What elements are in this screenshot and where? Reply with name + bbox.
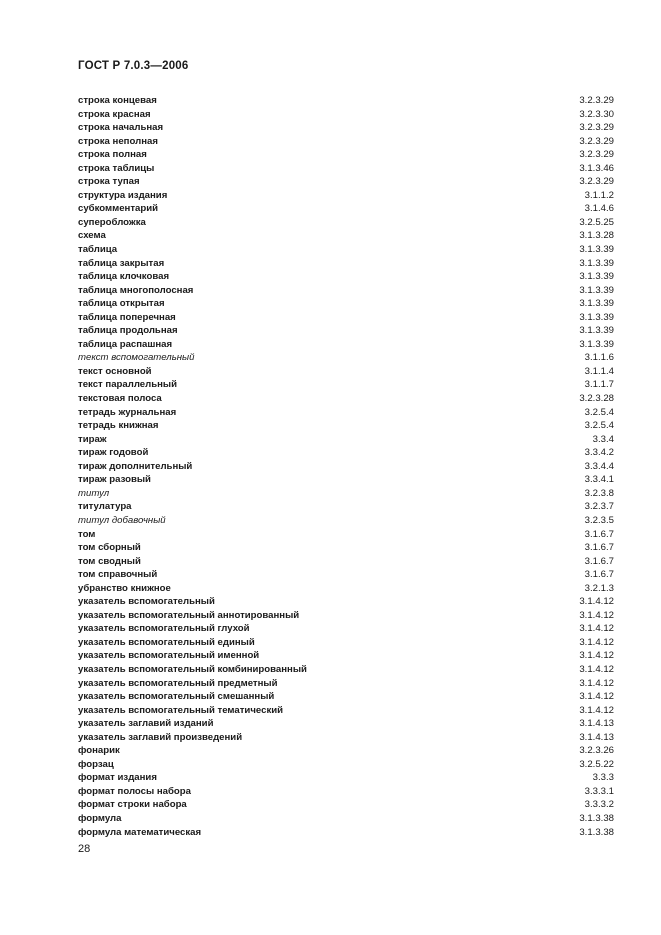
index-term: текстовая полоса <box>78 393 162 405</box>
index-reference: 3.3.4.1 <box>584 474 614 486</box>
term-index-list <box>78 94 614 839</box>
index-reference: 3.1.3.28 <box>579 230 614 242</box>
page-header: ГОСТ Р 7.0.3—2006 <box>78 60 189 72</box>
index-entry <box>78 351 614 365</box>
index-term: строка концевая <box>78 95 157 106</box>
index-entry <box>78 406 614 420</box>
index-term: форзац <box>78 758 114 770</box>
index-entry <box>78 378 614 392</box>
index-entry <box>78 324 614 338</box>
index-term: указатель вспомогательный аннотированный <box>78 609 300 621</box>
index-entry <box>78 622 614 636</box>
index-entry <box>78 94 614 108</box>
index-term: строка начальная <box>78 122 164 134</box>
index-entry <box>78 555 614 569</box>
index-entry <box>78 270 614 284</box>
index-entry <box>78 257 614 271</box>
index-reference: 3.2.3.5 <box>584 514 614 526</box>
index-reference: 3.1.3.38 <box>579 826 614 838</box>
page-number: 28 <box>78 843 91 855</box>
index-reference: 3.1.6.7 <box>584 555 614 567</box>
index-reference: 3.1.3.38 <box>579 812 614 824</box>
index-term: тираж разовый <box>78 474 151 486</box>
index-reference: 3.1.4.12 <box>579 704 614 716</box>
index-reference: 3.2.5.4 <box>584 420 614 432</box>
index-entry <box>78 175 614 189</box>
index-reference: 3.2.5.4 <box>584 406 614 418</box>
index-term: строка таблицы <box>78 162 155 174</box>
index-reference: 3.1.4.12 <box>579 691 614 703</box>
index-term: том сборный <box>78 542 141 554</box>
index-term: том справочный <box>78 569 158 581</box>
index-entry <box>78 758 614 772</box>
index-term: таблица распашная <box>78 338 173 350</box>
index-entry <box>78 189 614 203</box>
index-entry <box>78 541 614 555</box>
index-term: тираж дополнительный <box>78 460 193 472</box>
index-term: указатель вспомогательный <box>78 596 215 608</box>
index-term: текст параллельный <box>78 379 178 391</box>
index-term: титулатура <box>78 501 132 513</box>
index-reference: 3.1.4.6 <box>584 203 614 215</box>
index-entry <box>78 108 614 122</box>
index-entry <box>78 162 614 176</box>
index-term: структура издания <box>78 189 168 201</box>
index-entry <box>78 785 614 799</box>
index-reference: 3.1.4.13 <box>579 718 614 730</box>
index-term: титул <box>78 487 110 499</box>
index-entry <box>78 704 614 718</box>
index-reference: 3.1.4.12 <box>579 636 614 648</box>
index-term: таблица многополосная <box>78 284 194 296</box>
index-entry <box>78 731 614 745</box>
index-term: таблица <box>78 244 118 256</box>
index-term: схема <box>78 230 106 242</box>
index-reference: 3.1.4.12 <box>579 650 614 662</box>
index-entry <box>78 473 614 487</box>
index-term: тираж годовой <box>78 447 149 459</box>
index-reference: 3.3.3 <box>592 772 614 784</box>
index-entry <box>78 284 614 298</box>
index-entry <box>78 690 614 704</box>
index-reference: 3.2.5.25 <box>579 216 614 228</box>
index-reference: 3.1.3.39 <box>579 244 614 256</box>
index-entry <box>78 419 614 433</box>
index-term: строка неполная <box>78 135 158 147</box>
index-reference: 3.1.3.46 <box>579 162 614 174</box>
index-reference: 3.3.3.1 <box>584 785 614 797</box>
index-term: указатель вспомогательный комбинированный <box>78 663 307 675</box>
index-reference: 3.1.3.39 <box>579 298 614 310</box>
index-term: формула математическая <box>78 826 202 838</box>
index-entry <box>78 568 614 582</box>
index-reference: 3.1.1.2 <box>584 189 614 201</box>
index-reference: 3.1.6.7 <box>584 569 614 581</box>
index-reference: 3.1.4.12 <box>579 663 614 675</box>
index-reference: 3.2.3.30 <box>579 108 614 120</box>
index-term: указатель заглавий изданий <box>78 718 214 730</box>
index-entry <box>78 744 614 758</box>
index-term: текст вспомогательный <box>78 352 195 364</box>
index-entry <box>78 446 614 460</box>
index-reference: 3.1.6.7 <box>584 528 614 540</box>
index-reference: 3.1.4.12 <box>579 677 614 689</box>
index-term: указатель вспомогательный тематический <box>78 704 284 716</box>
index-term: таблица клочковая <box>78 271 170 283</box>
index-reference: 3.2.3.7 <box>584 501 614 513</box>
index-entry <box>78 202 614 216</box>
index-term: тираж <box>78 433 107 445</box>
index-term: текст основной <box>78 365 152 377</box>
index-entry <box>78 514 614 528</box>
index-entry <box>78 392 614 406</box>
index-reference: 3.3.4.2 <box>584 447 614 459</box>
index-reference: 3.1.4.13 <box>579 731 614 743</box>
index-entry <box>78 433 614 447</box>
index-term: том <box>78 528 96 540</box>
index-entry <box>78 609 614 623</box>
index-reference: 3.3.4 <box>592 433 614 445</box>
index-reference: 3.3.3.2 <box>584 799 614 811</box>
index-entry <box>78 487 614 501</box>
index-reference: 3.2.3.29 <box>579 176 614 188</box>
index-reference: 3.2.5.22 <box>579 758 614 770</box>
index-term: формат полосы набора <box>78 785 191 797</box>
index-entry <box>78 338 614 352</box>
index-term: таблица закрытая <box>78 257 165 269</box>
index-entry <box>78 826 614 840</box>
index-entry <box>78 216 614 230</box>
index-term: фонарик <box>78 745 120 757</box>
index-reference: 3.2.3.29 <box>579 122 614 134</box>
index-reference: 3.1.3.39 <box>579 338 614 350</box>
index-entry <box>78 717 614 731</box>
index-entry <box>78 229 614 243</box>
index-reference: 3.2.3.29 <box>579 149 614 161</box>
index-term: титул добавочный <box>78 514 166 526</box>
index-reference: 3.3.4.4 <box>584 460 614 472</box>
index-reference: 3.1.3.39 <box>579 271 614 283</box>
index-term: таблица продольная <box>78 325 178 337</box>
index-term: указатель вспомогательный единый <box>78 636 255 648</box>
index-reference: 3.1.1.4 <box>584 365 614 377</box>
index-reference: 3.1.4.12 <box>579 596 614 608</box>
index-term: указатель вспомогательный именной <box>78 650 260 662</box>
index-entry <box>78 649 614 663</box>
index-entry <box>78 812 614 826</box>
index-term: указатель вспомогательный предметный <box>78 677 278 689</box>
index-reference: 3.1.4.12 <box>579 609 614 621</box>
index-reference: 3.1.1.7 <box>584 379 614 391</box>
index-term: тетрадь книжная <box>78 420 159 432</box>
index-entry <box>78 365 614 379</box>
index-term: суперобложка <box>78 216 146 228</box>
index-reference: 3.2.3.28 <box>579 393 614 405</box>
index-reference: 3.1.3.39 <box>579 257 614 269</box>
index-reference: 3.1.3.39 <box>579 284 614 296</box>
index-reference: 3.2.3.8 <box>584 487 614 499</box>
index-term: формат строки набора <box>78 799 187 811</box>
index-term: тетрадь журнальная <box>78 406 177 418</box>
index-term: указатель вспомогательный смешанный <box>78 691 275 703</box>
index-entry <box>78 677 614 691</box>
index-entry <box>78 595 614 609</box>
index-entry <box>78 243 614 257</box>
index-entry <box>78 798 614 812</box>
index-entry <box>78 135 614 149</box>
index-term: строка тупая <box>78 176 140 188</box>
index-entry <box>78 297 614 311</box>
index-term: таблица поперечная <box>78 311 176 323</box>
index-entry <box>78 500 614 514</box>
index-reference: 3.1.3.39 <box>579 325 614 337</box>
index-term: таблица открытая <box>78 298 165 310</box>
index-term: указатель вспомогательный глухой <box>78 623 250 635</box>
index-term: указатель заглавий произведений <box>78 731 243 743</box>
index-reference: 3.1.6.7 <box>584 542 614 554</box>
index-reference: 3.1.4.12 <box>579 623 614 635</box>
index-reference: 3.1.1.6 <box>584 352 614 364</box>
index-reference: 3.2.1.3 <box>584 582 614 594</box>
index-entry <box>78 528 614 542</box>
index-term: строка полная <box>78 149 147 161</box>
index-term: убранство книжное <box>78 582 171 594</box>
index-entry <box>78 771 614 785</box>
index-entry <box>78 148 614 162</box>
index-reference: 3.2.3.26 <box>579 745 614 757</box>
index-reference: 3.2.3.29 <box>579 135 614 147</box>
index-entry <box>78 582 614 596</box>
index-entry <box>78 460 614 474</box>
index-reference: 3.1.3.39 <box>579 311 614 323</box>
index-term: том сводный <box>78 555 141 567</box>
index-term: строка красная <box>78 108 151 120</box>
index-entry <box>78 311 614 325</box>
index-entry <box>78 636 614 650</box>
index-entry <box>78 121 614 135</box>
index-reference: 3.2.3.29 <box>579 95 614 106</box>
index-term: субкомментарий <box>78 203 159 215</box>
index-term: формат издания <box>78 772 157 784</box>
index-term: формула <box>78 812 122 824</box>
index-entry <box>78 663 614 677</box>
